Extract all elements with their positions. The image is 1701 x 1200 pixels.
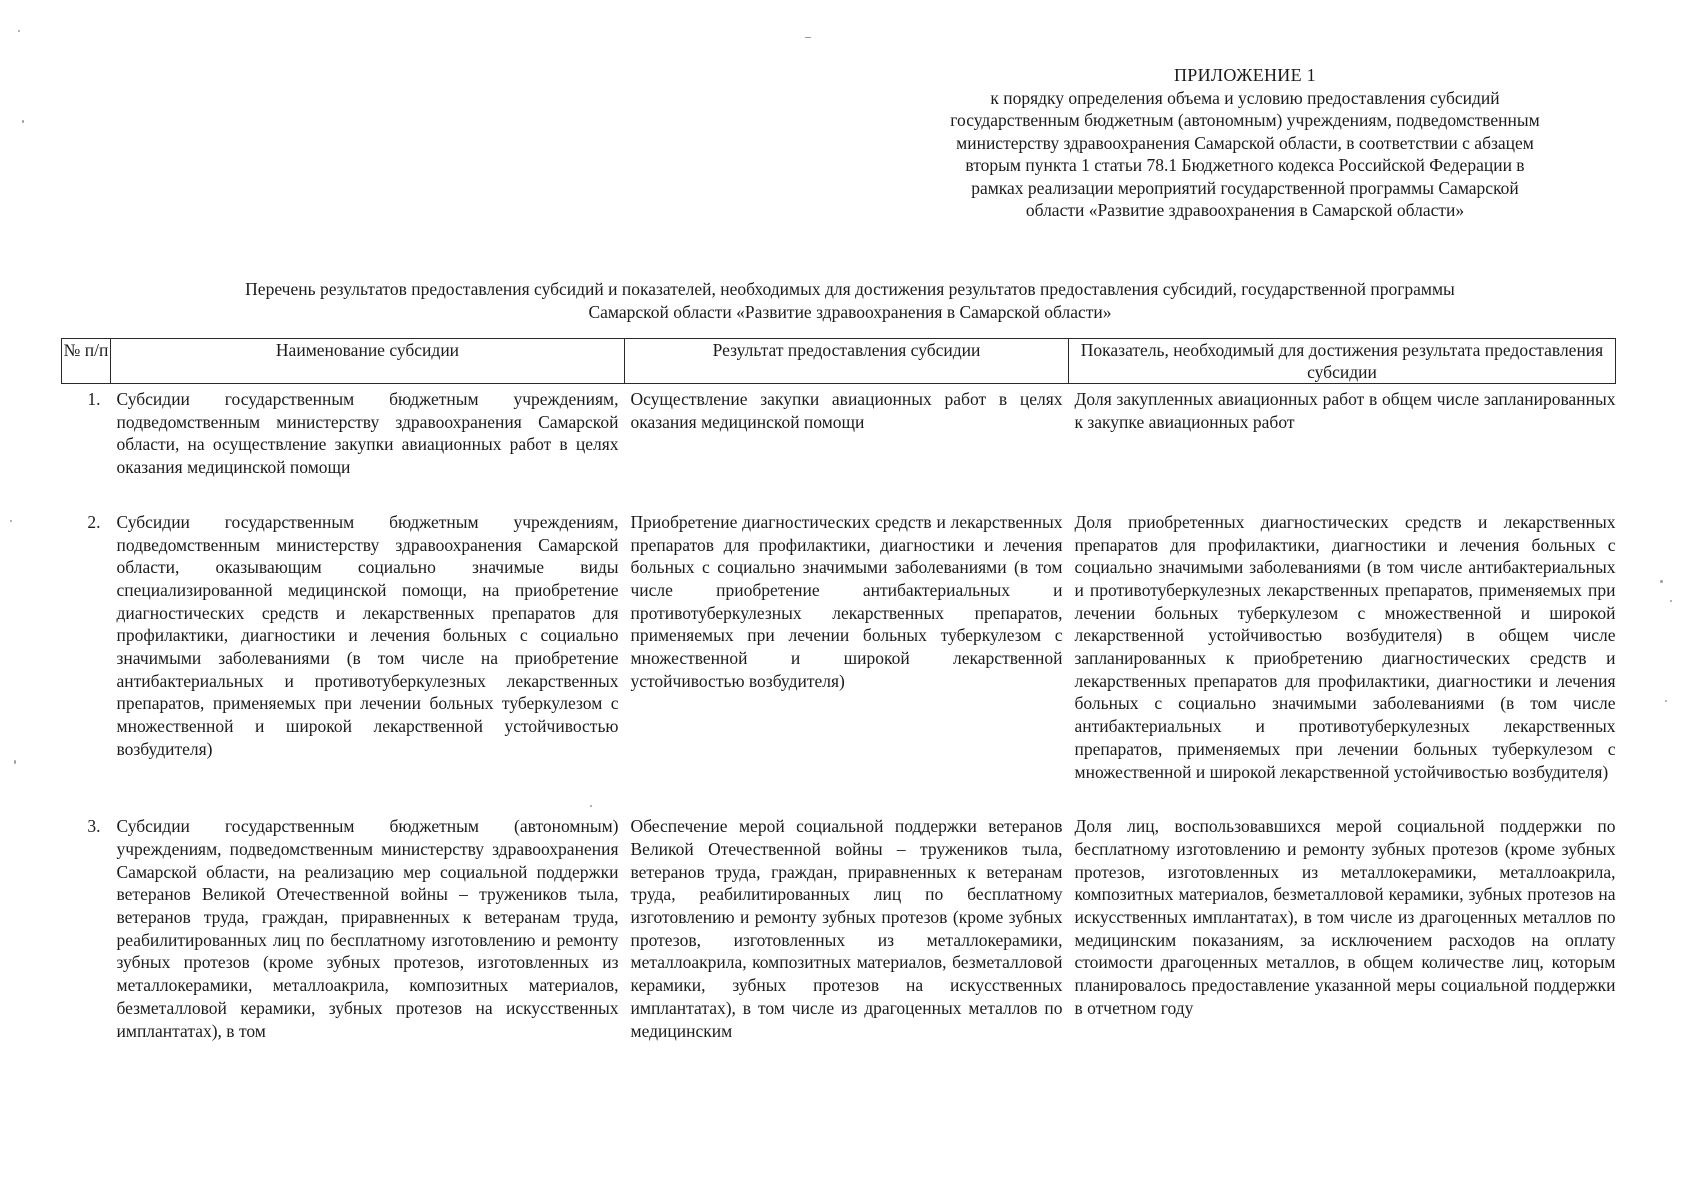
header-subsidy-name: Наименование субсидии — [111, 339, 625, 384]
document-title-line-1: Перечень результатов предоставления субсидий и показателей, необходимых для достижения результатов предоставления субсидий, государственной программы — [245, 279, 1455, 299]
appendix-line: государственным бюджетным (автономным) учреждениям, подведомственным — [950, 110, 1540, 130]
results-table — [61, 338, 1616, 1042]
scan-speck — [14, 760, 16, 764]
table-row — [62, 511, 1616, 815]
row-number: 1. — [87, 389, 101, 409]
subsidy-name-cell: Субсидии государственным бюджетным учреждениям, подведомственным министерству здравоохранения Самарской области, на осуществление закупки авиационных работ в целях оказания медицинской помощи — [116, 389, 619, 478]
appendix-line: министерству здравоохранения Самарской области, в соответствии с абзацем — [956, 132, 1534, 153]
scan-speck — [1660, 580, 1663, 583]
scan-speck — [18, 30, 20, 32]
document-title-line-2: Самарской области «Развитие здравоохранения в Самарской области» — [588, 302, 1112, 322]
scan-speck — [805, 37, 811, 38]
document-title — [60, 278, 1640, 324]
scan-speck — [1665, 700, 1667, 702]
table-header-row — [62, 339, 1616, 384]
appendix-line: рамках реализации мероприятий государственной программы Самарской — [971, 177, 1519, 198]
scan-speck — [1670, 600, 1672, 602]
indicator-cell: Доля приобретенных диагностических средств и лекарственных препаратов для профилактики, диагностики и лечения больных с социально значимыми заболеваниями (в том числе антибактериальных и противотуберкулезных лекарственных препаратов, применяемых при лечении больных туберкулезом с множественной и широкой лекарственной устойчивостью возбудителя) в общем числе запланированных к приобретению диагностических средств и лекарственных препаратов для профилактики, диагностики и лечения больных с социально значимыми заболеваниями (в том числе антибактериальных и противотуберкулезных лекарственных препаратов, применяемых при лечении больных туберкулезом с множественной и широкой лекарственной устойчивостью возбудителя) — [1074, 511, 1616, 782]
indicator-cell: Доля лиц, воспользовавшихся мерой социальной поддержки по бесплатному изготовлению и ремонту зубных протезов (кроме зубных протезов, изготовленных из металлокерамики, металлоакрила, композитных материалов, безметалловой керамики, зубных протезов на искусственных имплантатах), в том числе из драгоценных металлов по медицинским показаниям, за исключением расходов на оплату стоимости драгоценных металлов, в общем количестве лиц, которым планировалось предоставление указанной меры социальной поддержки в отчетном году — [1074, 816, 1616, 1018]
table-row — [62, 815, 1616, 1042]
appendix-line: вторым пункта 1 статьи 78.1 Бюджетного кодекса Российской Федерации в — [965, 155, 1525, 175]
scan-speck — [22, 120, 24, 123]
appendix-title: ПРИЛОЖЕНИЕ 1 — [1174, 65, 1316, 85]
scan-speck — [10, 520, 12, 522]
header-indicator: Показатель, необходимый для достижения результата предоставления субсидии — [1069, 339, 1616, 384]
indicator-cell: Доля закупленных авиационных работ в общем числе запланированных к закупке авиационных работ — [1074, 389, 1616, 432]
appendix-line: к порядку определения объема и условию предоставления субсидий — [990, 87, 1500, 108]
header-result: Результат предоставления субсидии — [625, 339, 1069, 384]
result-cell: Приобретение диагностических средств и лекарственных препаратов для профилактики, диагностики и лечения больных с социально значимыми заболеваниями (в том числе приобретение антибактериальных и противотуберкулезных лекарственных препаратов, применяемых при лечении больных туберкулезом с множественной и широкой лекарственной устойчивостью возбудителя) — [630, 511, 1063, 691]
appendix-line: области «Развитие здравоохранения в Самарской области» — [1025, 200, 1465, 220]
result-cell: Обеспечение мерой социальной поддержки ветеранов Великой Отечественной войны – тружеников тыла, ветеранов труда, граждан, приравненных к ветеранам труда, реабилитированных лиц по бесплатному изготовлению и ремонту зубных протезов (кроме зубных протезов, изготовленных из металлокерамики, металлоакрила, композитных материалов, безметалловой керамики, зубных протезов на искусственных имплантатах), в том числе из драгоценных металлов по медицинским — [630, 816, 1063, 1041]
header-number: № п/п — [62, 339, 111, 384]
appendix-block — [895, 64, 1595, 222]
subsidy-name-cell: Субсидии государственным бюджетным учреждениям, подведомственным министерству здравоохранения Самарской области, оказывающим социально значимые виды специализированной медицинской помощи, на приобретение диагностических средств и лекарственных препаратов для профилактики, диагностики и лечения больных с социально значимыми заболеваниями (в том числе на приобретение антибактериальных и противотуберкулезных лекарственных препаратов, применяемых при лечении больных туберкулезом с множественной и широкой лекарственной устойчивостью возбудителя) — [116, 511, 619, 759]
row-number: 3. — [87, 816, 101, 837]
scan-speck — [590, 805, 592, 807]
table-row — [62, 384, 1616, 511]
subsidy-name-cell: Субсидии государственным бюджетным (автономным) учреждениям, подведомственным министерству здравоохранения Самарской области, на реализацию мер социальной поддержки ветеранов Великой Отечественной войны – тружеников тыла, ветеранов труда, граждан, приравненных к ветеранам труда, реабилитированных лиц по бесплатному изготовлению и ремонту зубных протезов (кроме зубных протезов, изготовленных из металлокерамики, металлоакрила, композитных материалов, безметалловой керамики, зубных протезов на искусственных имплантатах), в том — [116, 816, 619, 1041]
row-number: 2. — [87, 511, 101, 532]
result-cell: Осуществление закупки авиационных работ в целях оказания медицинской помощи — [630, 389, 1063, 432]
